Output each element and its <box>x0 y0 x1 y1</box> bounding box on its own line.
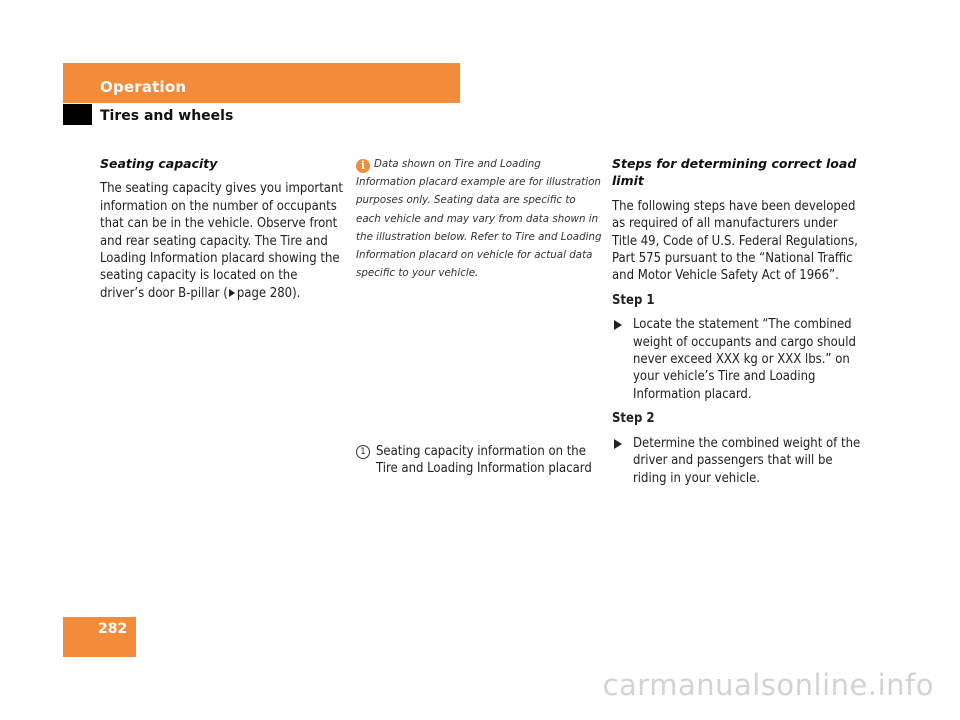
triangle-right-icon <box>229 289 235 297</box>
info-icon: i <box>356 159 370 173</box>
seating-capacity-text: The seating capacity gives you important information on the number of occupants that can be in the vehicle. Observe front and rear seating capacity. The Tire and Loading Information placard showing the seating capacity is located on the driver’s door B-pillar ( <box>100 181 343 301</box>
right-column <box>612 155 864 494</box>
bullet-arrow-icon <box>614 320 622 330</box>
info-note <box>356 155 602 282</box>
step-1-label: Step 1 <box>612 292 655 308</box>
seating-capacity-body <box>100 180 345 302</box>
step-2-label: Step 2 <box>612 411 655 427</box>
step-1-text: Locate the statement “The combined weight of occupants and cargo should never exceed XXX kg or XXX lbs.” on your vehicle’s Tire and Loading Information placard. <box>633 317 856 402</box>
load-limit-heading: Steps for determining correct load limit <box>612 156 857 189</box>
load-limit-intro: The following steps have been developed as required of all manufacturers under Title 49, Code of U.S. Federal Regulations, Part 575 pursuant to the “National Traffic and Motor Vehicle Safety Act of 1966”. <box>612 198 858 284</box>
subsection-marker <box>63 104 92 125</box>
bullet-arrow-icon <box>614 439 622 449</box>
info-note-text: Data shown on Tire and Loading Information placard example are for illustration purposes only. Seating data are specific to each vehicle and may vary from data shown in the illustration below. Refer to Tire and Loading Information placard on vehicle for actual data specific to your vehicle. <box>356 158 602 280</box>
section-title: Operation <box>100 78 187 96</box>
step-2-text: Determine the combined weight of the driver and passengers that will be riding in your vehicle. <box>633 435 861 486</box>
figure-caption <box>356 443 606 478</box>
step-2-item <box>612 435 864 487</box>
figure-caption-text: Seating capacity information on the Tire and Loading Information placard <box>376 444 592 477</box>
step-1-item <box>612 316 864 403</box>
watermark: carmanualsonline.info <box>602 668 934 702</box>
page-number: 282 <box>98 621 128 637</box>
seating-capacity-heading: Seating capacity <box>100 156 218 171</box>
subsection-title: Tires and wheels <box>100 108 234 124</box>
callout-number: 1 <box>356 445 370 459</box>
left-column <box>100 155 345 309</box>
middle-column <box>356 155 602 289</box>
page-reference-link[interactable]: page 280). <box>236 285 301 301</box>
